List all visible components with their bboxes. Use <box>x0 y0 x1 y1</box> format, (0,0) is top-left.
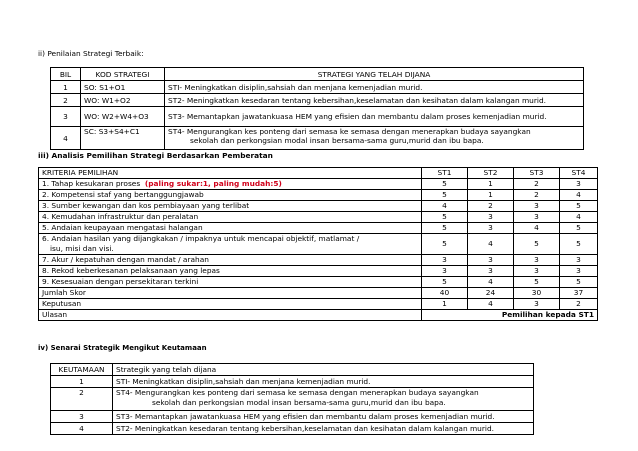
table-row <box>39 234 598 255</box>
score-cell: 5 <box>560 234 598 255</box>
table-row <box>39 201 598 212</box>
table-row <box>51 127 584 150</box>
kriteria-label-line-2: isu, misi dan visi. <box>50 244 114 253</box>
bil-cell: 3 <box>51 107 81 127</box>
ulasan-row <box>39 310 598 321</box>
bil-cell: 1 <box>51 81 81 94</box>
jumlah-row <box>39 288 598 299</box>
score-cell: 3 <box>514 212 560 223</box>
strategy-line-2: sekolah dan perkongsian modal insan bersama-sama guru,murid dan ibu bapa. <box>190 136 484 145</box>
col-header-kod: KOD STRATEGI <box>81 68 165 81</box>
keutamaan-cell: 1 <box>51 376 113 388</box>
keutamaan-cell: 4 <box>51 423 113 435</box>
section-ii-heading: ii) Penilaian Strategi Terbaik: <box>38 49 144 58</box>
strategy-cell: ST2- Meningkatkan kesedaran tentang kebersihan,keselamatan dan kesihatan dalam kalangan murid. <box>113 423 534 435</box>
table-row <box>51 107 584 127</box>
keutamaan-cell: 3 <box>51 411 113 423</box>
table-row <box>39 212 598 223</box>
score-cell: 5 <box>422 190 468 201</box>
score-cell: 5 <box>560 201 598 212</box>
score-cell: 2 <box>514 179 560 190</box>
strategy-cell: STI- Meningkatkan disiplin,sahsiah dan menjana kemenjadian murid. <box>165 81 584 94</box>
rank-cell: 4 <box>468 299 514 310</box>
col-header-st2: ST2 <box>468 168 514 179</box>
ulasan-label: Ulasan <box>39 310 422 321</box>
keputusan-row <box>39 299 598 310</box>
score-cell: 3 <box>514 255 560 266</box>
total-cell: 24 <box>468 288 514 299</box>
score-cell: 1 <box>468 190 514 201</box>
col-header-st3: ST3 <box>514 168 560 179</box>
score-cell: 4 <box>468 234 514 255</box>
bil-cell: 4 <box>51 127 81 150</box>
strategy-cell: STI- Meningkatkan disiplin,sahsiah dan menjana kemenjadian murid. <box>113 376 534 388</box>
rank-cell: 2 <box>560 299 598 310</box>
score-cell: 2 <box>468 201 514 212</box>
rank-cell: 1 <box>422 299 468 310</box>
col-header-st1: ST1 <box>422 168 468 179</box>
score-cell: 1 <box>468 179 514 190</box>
kriteria-label: 8. Rekod keberkesanan pelaksanaan yang lepas <box>39 266 422 277</box>
kriteria-label-line-1: 6. Andaian hasilan yang dijangkakan / impaknya untuk mencapai objektif, matlamat / <box>42 234 360 243</box>
section-iii-heading: iii) Analisis Pemilihan Strategi Berdasarkan Pemberatan <box>38 151 273 160</box>
table-row <box>39 266 598 277</box>
score-cell: 5 <box>560 223 598 234</box>
table-row <box>51 411 534 423</box>
strategy-line-1: ST4- Mengurangkan kes ponteng dari semasa ke semasa dengan menerapkan budaya sayangkan <box>168 127 531 136</box>
score-cell: 3 <box>560 266 598 277</box>
kod-cell: WO: W1+O2 <box>81 94 165 107</box>
score-cell: 4 <box>514 223 560 234</box>
table-row <box>51 376 534 388</box>
strategy-cell: ST3- Memantapkan jawatankuasa HEM yang efisien dan membantu dalam proses kemenjadian murid. <box>165 107 584 127</box>
strategy-line-1: ST4- Mengurangkan kes ponteng dari semasa ke semasa dengan menerapkan budaya sayangkan <box>116 388 479 397</box>
score-cell: 5 <box>422 234 468 255</box>
table-row <box>51 94 584 107</box>
bil-cell: 2 <box>51 94 81 107</box>
table-row <box>39 179 598 190</box>
kod-cell: SC: S3+S4+C1 <box>81 127 165 150</box>
col-header-strategi: STRATEGI YANG TELAH DIJANA <box>165 68 584 81</box>
table-header-row <box>39 168 598 179</box>
col-header-strategik: Strategik yang telah dijana <box>113 364 534 376</box>
table-row <box>39 223 598 234</box>
total-cell: 30 <box>514 288 560 299</box>
score-cell: 3 <box>468 255 514 266</box>
total-cell: 37 <box>560 288 598 299</box>
score-cell: 4 <box>560 190 598 201</box>
kriteria-label: 2. Kompetensi staf yang bertanggungjawab <box>39 190 422 201</box>
table-row <box>51 388 534 411</box>
total-cell: 40 <box>422 288 468 299</box>
score-cell: 3 <box>468 223 514 234</box>
col-header-keutamaan: KEUTAMAAN <box>51 364 113 376</box>
score-cell: 3 <box>560 255 598 266</box>
score-cell: 3 <box>514 201 560 212</box>
keutamaan-cell: 2 <box>51 388 113 411</box>
jumlah-label: Jumlah Skor <box>39 288 422 299</box>
col-header-kriteria: KRITERIA PEMILIHAN <box>39 168 422 179</box>
analysis-table <box>38 167 598 321</box>
score-cell: 4 <box>422 201 468 212</box>
col-header-bil: BIL <box>51 68 81 81</box>
table-row <box>39 255 598 266</box>
table-header-row <box>51 364 534 376</box>
kod-cell: WO: W2+W4+O3 <box>81 107 165 127</box>
score-cell: 5 <box>514 234 560 255</box>
table-row <box>51 81 584 94</box>
score-cell: 2 <box>514 190 560 201</box>
strategy-cell: ST2- Meningkatkan kesedaran tentang kebersihan,keselamatan dan kesihatan dalam kalangan murid. <box>165 94 584 107</box>
ulasan-value: Pemilihan kepada ST1 <box>422 310 598 321</box>
score-cell: 4 <box>560 212 598 223</box>
strategy-cell: ST3- Memantapkan jawatankuasa HEM yang efisien dan membantu dalam proses kemenjadian murid. <box>113 411 534 423</box>
score-cell: 3 <box>560 179 598 190</box>
score-cell: 3 <box>422 266 468 277</box>
kriteria-label: 9. Kesesuaian dengan persekitaran terkini <box>39 277 422 288</box>
score-cell: 5 <box>422 223 468 234</box>
score-cell: 3 <box>468 266 514 277</box>
score-cell: 3 <box>468 212 514 223</box>
table-row <box>51 423 534 435</box>
strategy-line-2: sekolah dan perkongsian modal insan bersama-sama guru,murid dan ibu bapa. <box>152 398 446 407</box>
strategy-table <box>50 67 584 150</box>
rank-cell: 3 <box>514 299 560 310</box>
score-cell: 5 <box>514 277 560 288</box>
table-row <box>39 190 598 201</box>
kriteria-label: 1. Tahap kesukaran proses <box>42 179 141 188</box>
score-cell: 5 <box>422 179 468 190</box>
table-row <box>39 277 598 288</box>
kriteria-label: 4. Kemudahan infrastruktur dan peralatan <box>39 212 422 223</box>
score-cell: 5 <box>422 277 468 288</box>
kod-cell: SO: S1+O1 <box>81 81 165 94</box>
kriteria-note: (paling sukar:1, paling mudah:5) <box>144 179 282 188</box>
score-cell: 3 <box>422 255 468 266</box>
kriteria-label: 3. Sumber kewangan dan kos pembiayaan yang terlibat <box>39 201 422 212</box>
kriteria-label: 5. Andaian keupayaan mengatasi halangan <box>39 223 422 234</box>
table-header-row <box>51 68 584 81</box>
score-cell: 4 <box>468 277 514 288</box>
keputusan-label: Keputusan <box>39 299 422 310</box>
priority-table <box>50 363 534 435</box>
score-cell: 5 <box>422 212 468 223</box>
section-iv-heading: iv) Senarai Strategik Mengikut Keutamaan <box>38 344 207 352</box>
col-header-st4: ST4 <box>560 168 598 179</box>
kriteria-label: 7. Akur / kepatuhan dengan mandat / arahan <box>39 255 422 266</box>
score-cell: 3 <box>514 266 560 277</box>
score-cell: 5 <box>560 277 598 288</box>
